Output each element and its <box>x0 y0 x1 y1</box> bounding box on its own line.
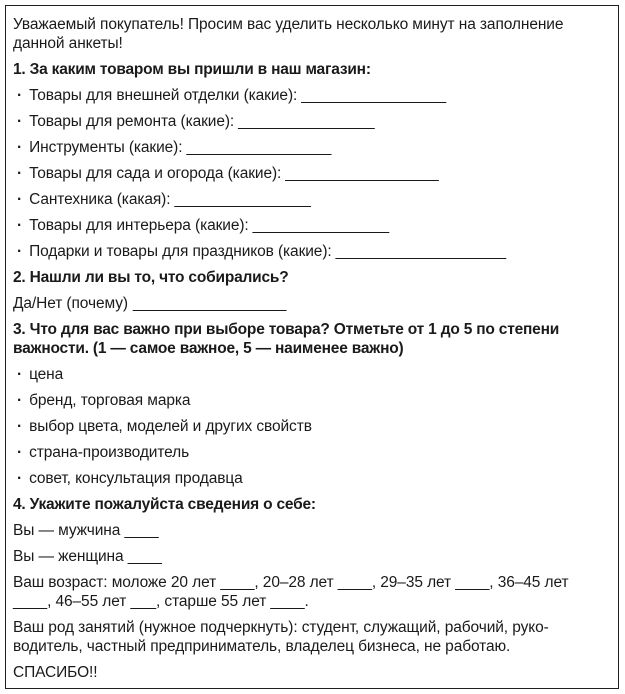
list-item <box>13 391 606 410</box>
thanks-line: СПАСИБО!! <box>13 664 98 681</box>
intro-line: Уважаемый покупатель! Просим вас уделить несколько минут на заполнение <box>13 16 564 33</box>
item-label: совет, консультация продавца <box>29 470 243 487</box>
fill-in-blank: __________________ <box>132 295 287 312</box>
yes-no-line <box>13 294 606 313</box>
bullet-icon: · <box>17 366 23 383</box>
list-item <box>13 242 606 261</box>
form-frame <box>5 5 619 689</box>
intro-paragraph <box>13 15 606 53</box>
item-label: Инструменты (какие): <box>29 139 183 156</box>
bullet-icon: · <box>17 191 23 208</box>
age-line: ____, 46–55 лет ___, старше 55 лет ____. <box>13 593 309 610</box>
fill-in-blank: ____________________ <box>335 243 507 260</box>
fill-in-blank: _________________ <box>186 139 332 156</box>
item-label: Подарки и товары для праздников (какие): <box>29 243 332 260</box>
bullet-icon: · <box>17 165 23 182</box>
list-item <box>13 138 606 157</box>
item-label: Товары для внешней отделки (какие): <box>29 87 298 104</box>
bullet-icon: · <box>17 444 23 461</box>
list-item <box>13 86 606 105</box>
list-item <box>13 469 606 488</box>
bullet-icon: · <box>17 392 23 409</box>
section-1-heading: 1. За каким товаром вы пришли в наш магазин: <box>13 61 371 78</box>
bullet-icon: · <box>17 139 23 156</box>
section-2-heading: 2. Нашли ли вы то, что собирались? <box>13 269 289 286</box>
gender-female-line: Вы — женщина ____ <box>13 548 162 565</box>
list-item <box>13 190 606 209</box>
bullet-icon: · <box>17 418 23 435</box>
occupation-paragraph <box>13 618 606 656</box>
item-label: Сантехника (какая): <box>29 191 171 208</box>
item-label: Товары для ремонта (какие): <box>29 113 235 130</box>
item-label: выбор цвета, моделей и других свойств <box>29 418 312 435</box>
item-label: цена <box>29 366 64 383</box>
gender-male-line: Вы — мужчина ____ <box>13 522 159 539</box>
item-label: Товары для сада и огорода (какие): <box>29 165 282 182</box>
bullet-icon: · <box>17 87 23 104</box>
heading-line: 3. Что для вас важно при выборе товара? Отметьте от 1 до 5 по степени <box>13 321 560 338</box>
list-item <box>13 112 606 131</box>
age-paragraph <box>13 573 606 611</box>
bullet-icon: · <box>17 470 23 487</box>
age-line: Ваш возраст: моложе 20 лет ____, 20–28 лет ____, 29–35 лет ____, 36–45 лет <box>13 574 569 591</box>
heading-line: важности. (1 — самое важное, 5 — наименее важно) <box>13 340 404 357</box>
list-item <box>13 164 606 183</box>
list-item <box>13 216 606 235</box>
bullet-icon: · <box>17 243 23 260</box>
item-label: Товары для интерьера (какие): <box>29 217 249 234</box>
bullet-icon: · <box>17 217 23 234</box>
list-item <box>13 365 606 384</box>
list-item <box>13 417 606 436</box>
item-label: страна-производитель <box>29 444 190 461</box>
item-label: бренд, торговая марка <box>29 392 191 409</box>
list-item <box>13 443 606 462</box>
fill-in-blank: ________________ <box>238 113 375 130</box>
fill-in-blank: ________________ <box>252 217 389 234</box>
occupation-line: водитель, частный предприниматель, владелец бизнеса, не работаю. <box>13 638 511 655</box>
fill-in-blank: ________________ <box>174 191 311 208</box>
bullet-icon: · <box>17 113 23 130</box>
fill-in-blank: _________________ <box>301 87 447 104</box>
section-4-heading: 4. Укажите пожалуйста сведения о себе: <box>13 496 316 513</box>
fill-in-blank: __________________ <box>285 165 439 182</box>
section-3-heading <box>13 320 606 358</box>
yes-no-label: Да/Нет (почему) <box>13 295 128 312</box>
intro-line: данной анкеты! <box>13 35 123 52</box>
occupation-line: Ваш род занятий (нужное подчеркнуть): студент, служащий, рабочий, руко- <box>13 619 549 636</box>
